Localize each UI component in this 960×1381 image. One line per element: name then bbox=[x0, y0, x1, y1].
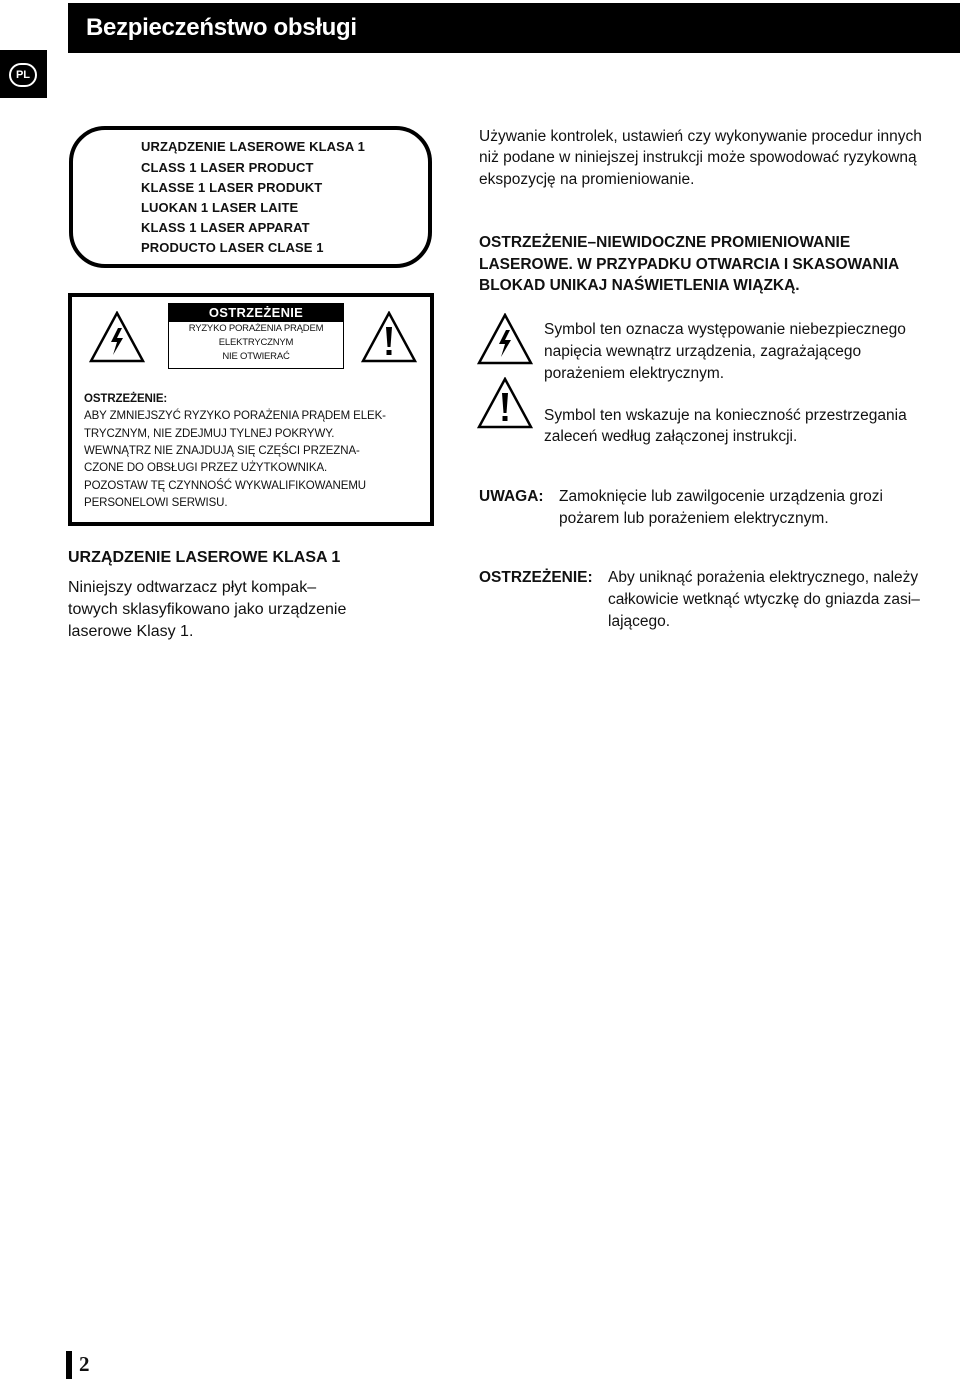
laser-radiation-warning: OSTRZEŻENIE–NIEWIDOCZNE PROMIENIOWANIE bbox=[479, 234, 851, 251]
page-marker bbox=[66, 1351, 72, 1379]
warning-line: CZONE DO OBSŁUGI PRZEZ UŻYTKOWNIKA. bbox=[84, 462, 328, 474]
plug-warning-text: Aby uniknąć porażenia elektrycznego, należy bbox=[608, 569, 919, 586]
warning-line: ABY ZMNIEJSZYĆ RYZYKO PORAŻENIA PRĄDEM ELEK- bbox=[84, 410, 386, 422]
intro-text: niż podane w niniejszej instrukcji może spowodować ryzykowną bbox=[479, 149, 917, 166]
laser-radiation-warning: BLOKAD UNIKAJ NAŚWIETLENIA WIĄZKĄ. bbox=[479, 277, 800, 294]
laser-label-line: URZĄDZENIE LASEROWE KLASA 1 bbox=[141, 139, 365, 154]
voltage-symbol-text: napięcia wewnątrz urządzenia, zagrażającego bbox=[544, 343, 862, 360]
voltage-symbol-text: porażeniem elektrycznym. bbox=[544, 365, 725, 382]
laser-label-line: KLASSE 1 LASER PRODUKT bbox=[141, 180, 323, 195]
caution-line: NIE OTWIERAĆ bbox=[222, 351, 290, 362]
note-text: pożarem lub porażeniem elektrycznym. bbox=[559, 510, 829, 527]
warning-line: POZOSTAW TĘ CZYNNOŚĆ WYKWALIFIKOWANEMU bbox=[84, 480, 367, 492]
laser-label-line: LUOKAN 1 LASER LAITE bbox=[141, 200, 299, 215]
laser-label-line: PRODUCTO LASER CLASE 1 bbox=[141, 240, 324, 255]
intro-text: Używanie kontrolek, ustawień czy wykonywanie procedur innych bbox=[479, 128, 922, 145]
intro-text: ekspozycję na promieniowanie. bbox=[479, 171, 695, 188]
exclamation-triangle-icon bbox=[361, 311, 417, 363]
laser-class-text: towych sklasyfikowano jako urządzenie bbox=[68, 601, 347, 618]
laser-label-line: KLASS 1 LASER APPARAT bbox=[141, 220, 310, 235]
lightning-triangle-icon bbox=[477, 313, 533, 365]
note-label: UWAGA: bbox=[479, 488, 544, 505]
plug-warning-label: OSTRZEŻENIE: bbox=[479, 569, 593, 586]
caution-line: RYZYKO PORAŻENIA PRĄDEM bbox=[188, 323, 324, 334]
warning-line: WEWNĄTRZ NIE ZNAJDUJĄ SIĘ CZĘŚCI PRZEZNA- bbox=[84, 445, 360, 457]
laser-class-text: Niniejszy odtwarzacz płyt kompak– bbox=[68, 579, 317, 596]
lightning-triangle-icon bbox=[89, 311, 145, 363]
laser-class-heading: URZĄDZENIE LASEROWE KLASA 1 bbox=[68, 549, 341, 566]
warning-line: TRYCZNYM, NIE ZDEJMUJ TYLNEJ POKRYWY. bbox=[84, 428, 335, 440]
laser-label-line: CLASS 1 LASER PRODUCT bbox=[141, 160, 314, 175]
note-text: Zamoknięcie lub zawilgocenie urządzenia grozi bbox=[559, 488, 883, 505]
instructions-symbol-text: zaleceń według załączonej instrukcji. bbox=[544, 428, 798, 445]
page-title: Bezpieczeństwo obsługi bbox=[86, 14, 357, 41]
warning-heading: OSTRZEŻENIE: bbox=[84, 393, 168, 405]
page-number: 2 bbox=[79, 1352, 90, 1376]
language-badge: PL bbox=[9, 63, 37, 87]
instructions-symbol-text: Symbol ten wskazuje na konieczność przestrzegania bbox=[544, 407, 907, 424]
laser-radiation-warning: LASEROWE. W PRZYPADKU OTWARCIA I SKASOWANIA bbox=[479, 256, 900, 273]
caution-title: OSTRZEŻENIE bbox=[168, 303, 344, 322]
warning-line: PERSONELOWI SERWISU. bbox=[84, 497, 228, 509]
plug-warning-text: całkowicie wetknąć wtyczkę do gniazda zasi– bbox=[608, 591, 920, 608]
laser-class-text: laserowe Klasy 1. bbox=[68, 623, 194, 640]
plug-warning-text: lającego. bbox=[608, 613, 671, 630]
caution-line: ELEKTRYCZNYM bbox=[218, 337, 294, 348]
exclamation-triangle-icon bbox=[477, 377, 533, 429]
voltage-symbol-text: Symbol ten oznacza występowanie niebezpiecznego bbox=[544, 321, 906, 338]
